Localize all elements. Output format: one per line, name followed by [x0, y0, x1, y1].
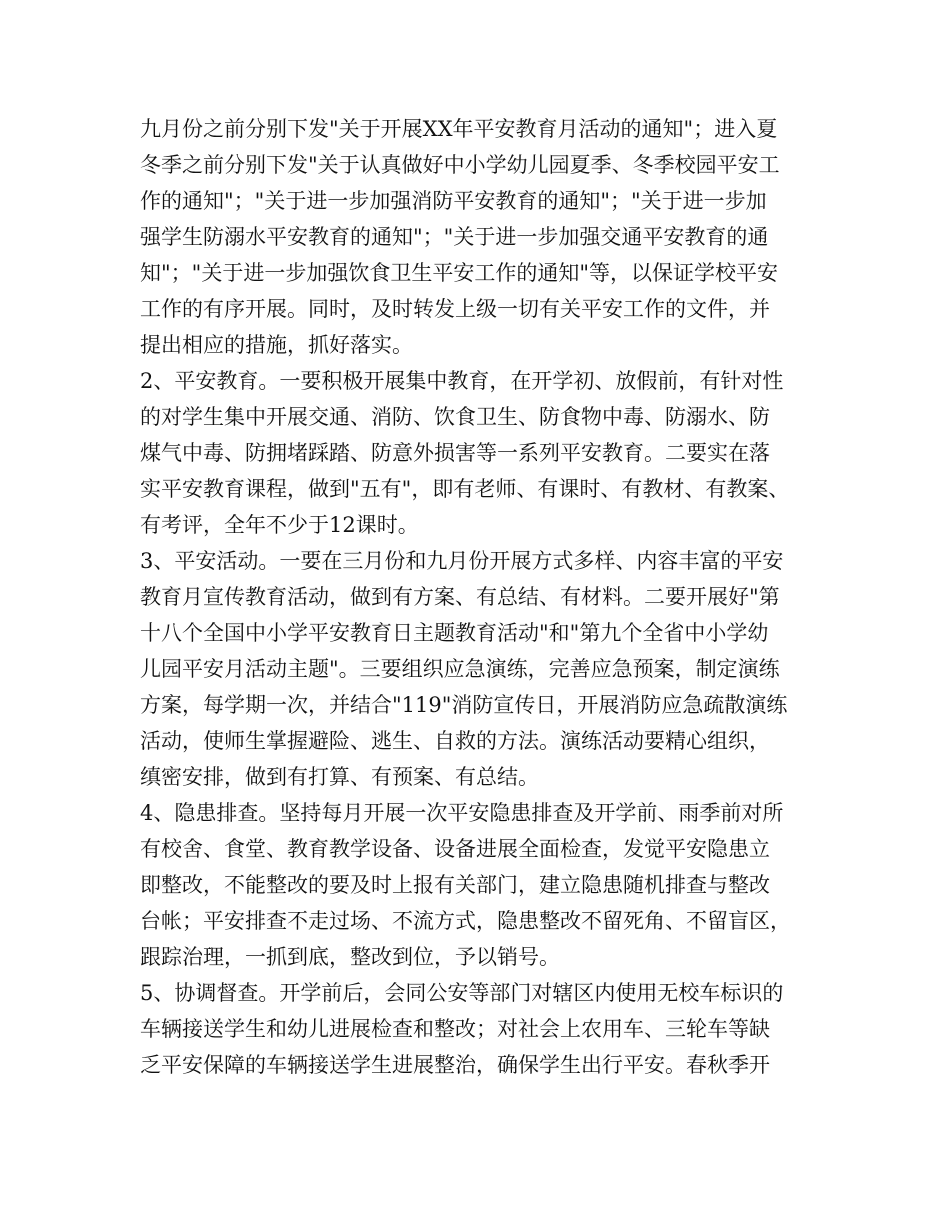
section-5-first-line: 5、协调督查。开学前后，会同公安等部门对辖区内使用无校车标识的	[140, 981, 784, 1005]
text-line: 实平安教育课程，做到"五有"，即有老师、有课时、有教材、有教案、	[140, 477, 790, 501]
document-body	[140, 111, 830, 1083]
section-2-first-line: 2、平安教育。一要积极开展集中教育，在开学初、放假前，有针对性	[140, 369, 784, 393]
section-4-first-line: 4、隐患排查。坚持每月开展一次平安隐患排查及开学前、雨季前对所	[140, 801, 784, 825]
text-line: 即整改，不能整改的要及时上报有关部门，建立隐患随机排查与整改	[140, 873, 770, 897]
text-line: 活动，使师生掌握避险、逃生、自救的方法。演练活动要精心组织，	[140, 729, 770, 753]
text-line: 知"；"关于进一步加强饮食卫生平安工作的通知"等，以保证学校平安	[140, 261, 778, 285]
text-line: 跟踪治理，一抓到底，整改到位，予以销号。	[140, 945, 560, 969]
text-line: 乏平安保障的车辆接送学生进展整治，确保学生出行平安。春秋季开	[140, 1053, 770, 1077]
text-line: 作的通知"；"关于进一步加强消防平安教育的通知"；"关于进一步加	[140, 189, 767, 213]
text-line: 缜密安排，做到有打算、有预案、有总结。	[140, 765, 539, 789]
text-line: 九月份之前分别下发"关于开展XX年平安教育月活动的通知"；进入夏	[140, 117, 778, 141]
text-line: 提出相应的措施，抓好落实。	[140, 333, 413, 357]
text-line: 强学生防溺水平安教育的通知"；"关于进一步加强交通平安教育的通	[140, 225, 769, 249]
section-3-first-line: 3、平安活动。一要在三月份和九月份开展方式多样、内容丰富的平安	[140, 549, 784, 573]
text-line: 煤气中毒、防拥堵踩踏、防意外损害等一系列平安教育。二要实在落	[140, 441, 770, 465]
text-line: 有考评，全年不少于12课时。	[140, 513, 419, 537]
text-line: 冬季之前分别下发"关于认真做好中小学幼儿园夏季、冬季校园平安工	[140, 153, 780, 177]
text-line: 儿园平安月活动主题"。三要组织应急演练，完善应急预案，制定演练	[140, 657, 780, 681]
text-line: 十八个全国中小学平安教育日主题教育活动"和"第九个全省中小学幼	[140, 621, 769, 645]
text-line: 方案，每学期一次，并结合"119"消防宣传日，开展消防应急疏散演练	[140, 693, 788, 717]
text-line: 台帐；平安排查不走过场、不流方式，隐患整改不留死角、不留盲区，	[140, 909, 791, 933]
text-line: 的对学生集中开展交通、消防、饮食卫生、防食物中毒、防溺水、防	[140, 405, 770, 429]
text-line: 车辆接送学生和幼儿进展检查和整改；对社会上农用车、三轮车等缺	[140, 1017, 770, 1041]
text-line: 教育月宣传教育活动，做到有方案、有总结、有材料。二要开展好"第	[140, 585, 780, 609]
text-line: 有校舍、食堂、教育教学设备、设备进展全面检查，发觉平安隐患立	[140, 837, 770, 861]
text-line: 工作的有序开展。同时，及时转发上级一切有关平安工作的文件，并	[140, 297, 770, 321]
